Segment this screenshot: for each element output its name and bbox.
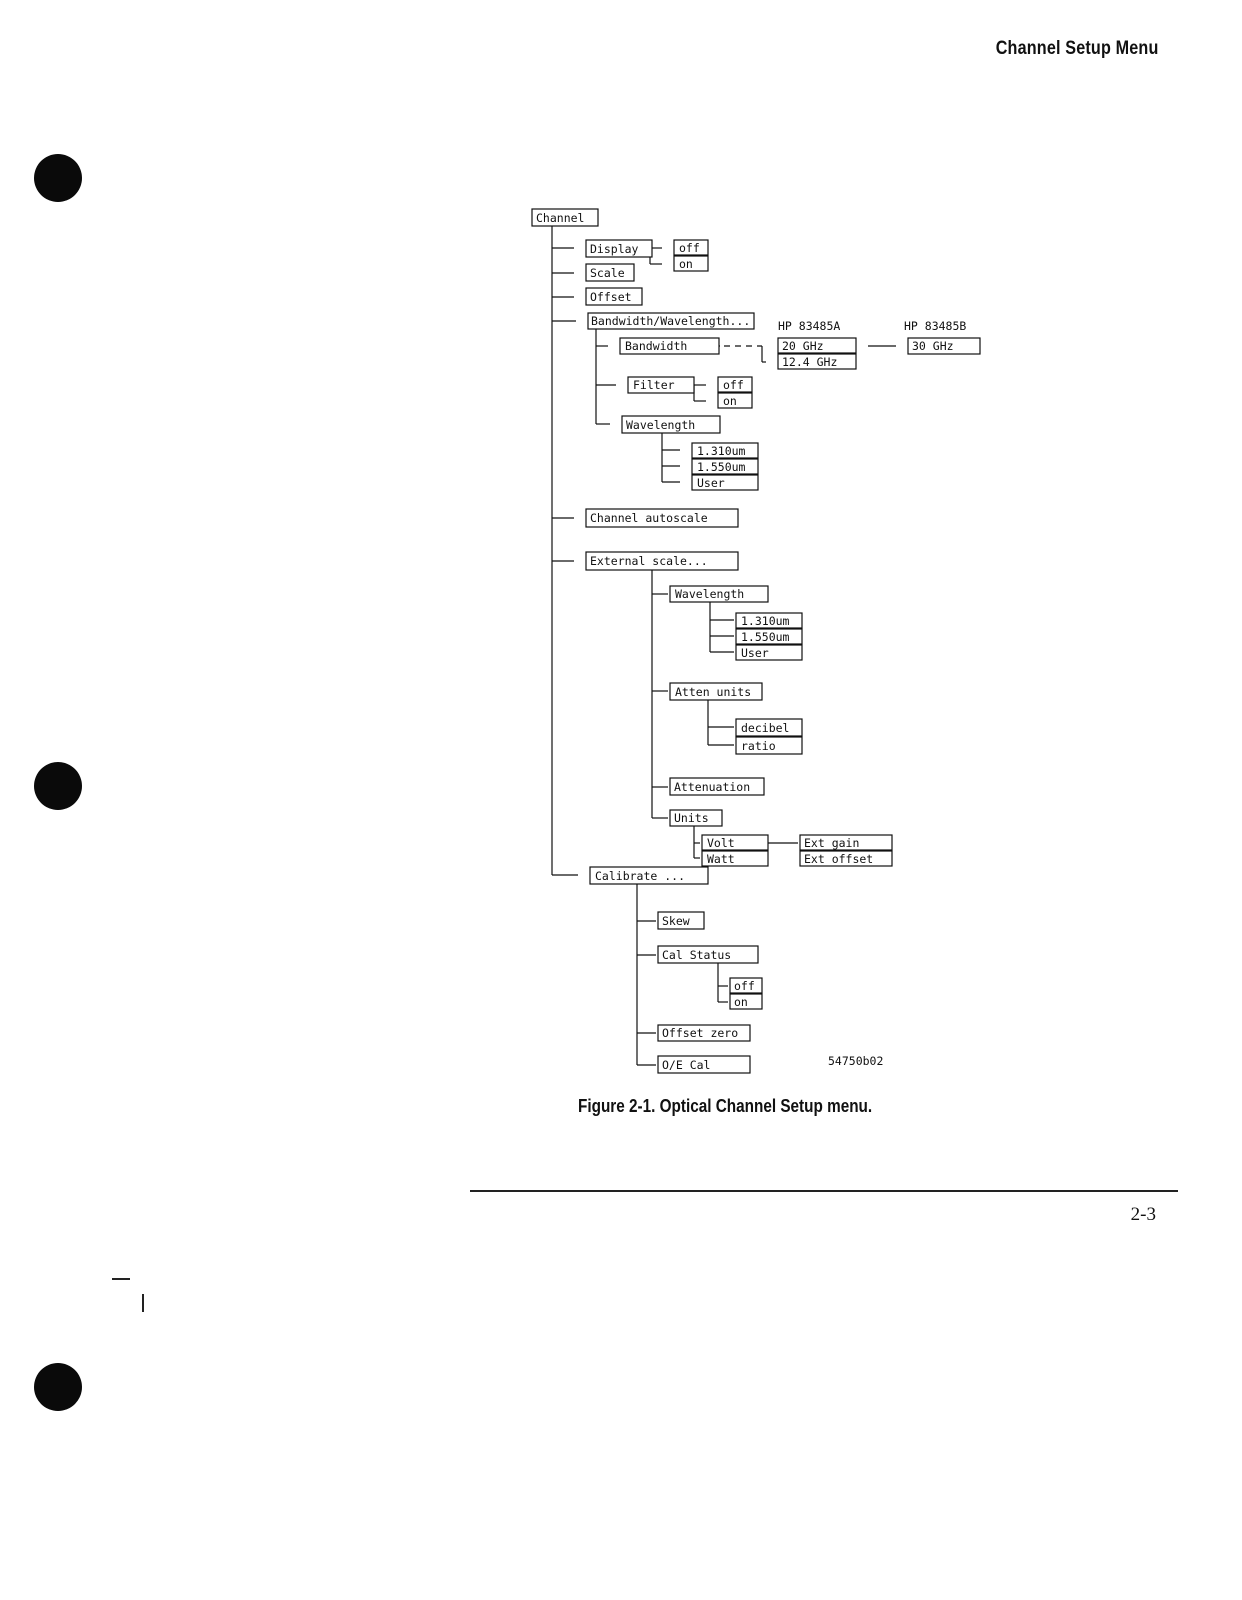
svg-text:1.310um: 1.310um <box>697 444 746 458</box>
node-ext-wl-user <box>736 645 802 660</box>
node-cal-off <box>730 978 762 993</box>
node-cal-status <box>658 946 758 963</box>
binder-hole-bottom <box>34 1363 82 1411</box>
margin-mark-horizontal <box>112 1278 130 1280</box>
svg-text:Offset: Offset <box>590 290 632 304</box>
node-ext-offset <box>800 851 892 866</box>
label-hp-83485a: HP 83485A <box>778 319 841 333</box>
svg-text:Volt: Volt <box>707 836 735 850</box>
svg-text:30 GHz: 30 GHz <box>912 339 954 353</box>
svg-text:Atten units: Atten units <box>675 685 752 699</box>
label-hp-83485b: HP 83485B <box>904 319 967 333</box>
node-offset-zero <box>658 1025 750 1041</box>
svg-text:Wavelength: Wavelength <box>675 587 745 601</box>
node-watt <box>702 851 768 866</box>
svg-text:on: on <box>679 257 693 271</box>
node-wl-1550 <box>692 459 758 474</box>
svg-text:Offset zero: Offset zero <box>662 1026 739 1040</box>
svg-text:User: User <box>697 476 725 490</box>
node-channel-autoscale <box>586 509 738 527</box>
svg-text:12.4 GHz: 12.4 GHz <box>782 355 838 369</box>
node-wavelength <box>622 416 720 433</box>
svg-text:1.550um: 1.550um <box>741 630 790 644</box>
svg-text:Attenuation: Attenuation <box>674 780 751 794</box>
svg-text:Ext gain: Ext gain <box>804 836 860 850</box>
node-ext-gain <box>800 835 892 850</box>
svg-text:off: off <box>734 979 755 993</box>
svg-text:decibel: decibel <box>741 721 790 735</box>
node-display-on <box>674 256 708 271</box>
svg-text:Channel: Channel <box>536 211 585 225</box>
node-volt <box>702 835 768 850</box>
svg-text:User: User <box>741 646 769 660</box>
svg-text:1.550um: 1.550um <box>697 460 746 474</box>
node-bw-12ghz <box>778 354 856 369</box>
svg-text:External scale...: External scale... <box>590 554 708 568</box>
node-scale <box>586 264 634 281</box>
svg-text:Wavelength: Wavelength <box>626 418 696 432</box>
svg-text:Units: Units <box>674 811 709 825</box>
node-wl-user <box>692 475 758 490</box>
node-display-off <box>674 240 708 255</box>
svg-text:Ext offset: Ext offset <box>804 852 874 866</box>
svg-text:on: on <box>723 394 737 408</box>
node-wl-1310 <box>692 443 758 458</box>
node-attenuation <box>670 778 764 795</box>
node-filter-on <box>718 393 752 408</box>
node-skew <box>658 912 704 929</box>
footer-rule <box>470 1190 1178 1192</box>
svg-text:Calibrate ...: Calibrate ... <box>595 869 686 883</box>
node-offset <box>586 288 642 305</box>
svg-text:Scale: Scale <box>590 266 625 280</box>
node-filter <box>628 377 694 393</box>
node-display <box>586 240 652 257</box>
node-ext-wl-1310 <box>736 613 802 628</box>
svg-text:Display: Display <box>590 242 639 256</box>
node-cal-on <box>730 994 762 1009</box>
svg-text:off: off <box>723 378 744 392</box>
svg-text:off: off <box>679 241 700 255</box>
node-bw-20ghz <box>778 338 856 353</box>
svg-text:Skew: Skew <box>662 914 690 928</box>
running-header: Channel Setup Menu <box>995 38 1158 59</box>
node-ratio <box>736 737 802 754</box>
node-bandwidth-wavelength <box>588 313 754 329</box>
svg-text:Channel autoscale: Channel autoscale <box>590 511 708 525</box>
node-external-scale <box>586 552 738 570</box>
page-number: 2-3 <box>1130 1204 1156 1225</box>
svg-text:O/E Cal: O/E Cal <box>662 1058 711 1072</box>
node-bandwidth <box>620 338 719 354</box>
margin-mark-vertical <box>142 1294 144 1312</box>
node-bw-30ghz <box>908 338 980 354</box>
node-oe-cal <box>658 1056 750 1073</box>
svg-text:Filter: Filter <box>633 378 675 392</box>
figure-caption: Figure 2-1. Optical Channel Setup menu. <box>578 1096 873 1116</box>
node-filter-off <box>718 377 752 392</box>
svg-text:20 GHz: 20 GHz <box>782 339 824 353</box>
node-units <box>670 810 722 826</box>
node-ext-wl-1550 <box>736 629 802 644</box>
svg-text:Bandwidth: Bandwidth <box>625 339 688 353</box>
svg-text:Watt: Watt <box>707 852 735 866</box>
svg-text:on: on <box>734 995 748 1009</box>
node-ext-wavelength <box>670 586 768 602</box>
node-channel <box>532 209 598 226</box>
svg-text:ratio: ratio <box>741 739 776 753</box>
figure-code: 54750b02 <box>828 1054 884 1068</box>
node-atten-units <box>670 683 762 700</box>
node-calibrate <box>590 867 708 884</box>
svg-text:Cal Status: Cal Status <box>662 948 732 962</box>
svg-text:Bandwidth/Wavelength...: Bandwidth/Wavelength... <box>591 314 751 328</box>
node-decibel <box>736 719 802 736</box>
svg-text:1.310um: 1.310um <box>741 614 790 628</box>
